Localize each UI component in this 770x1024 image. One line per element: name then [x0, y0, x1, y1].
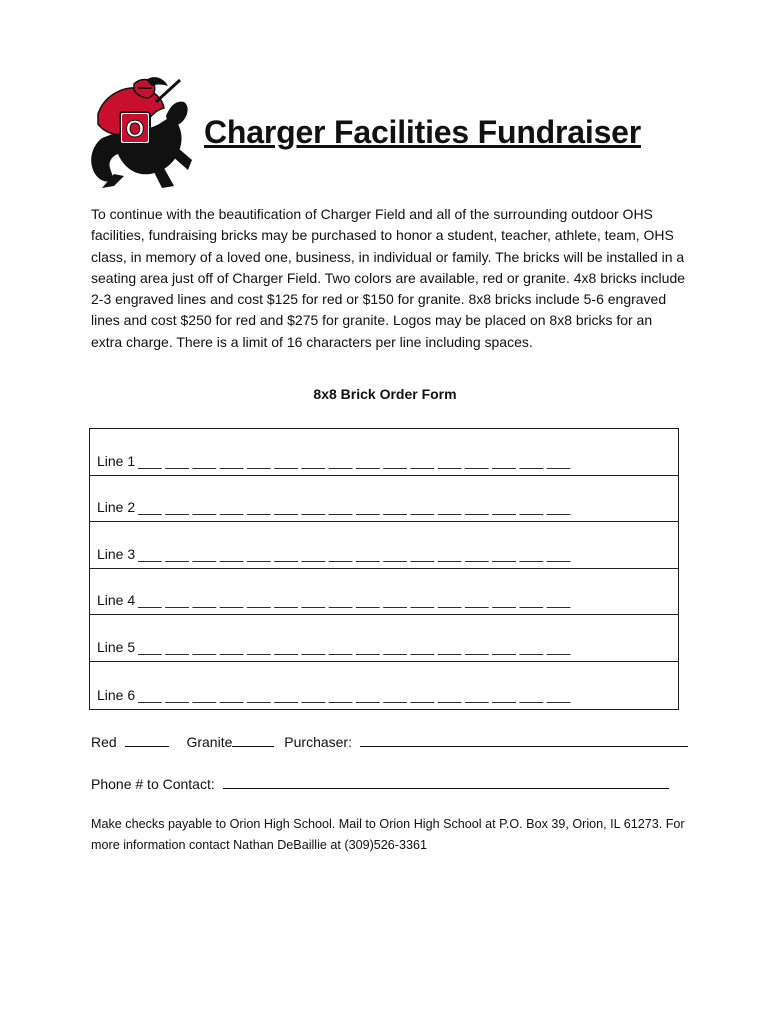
horse-head: [166, 102, 188, 126]
line-blanks[interactable]: ___ ___ ___ ___ ___ ___ ___ ___ ___ ___ ___ ___ ___ ___ ___ ___: [138, 499, 571, 516]
red-label: Red: [91, 734, 117, 750]
page-title: Charger Facilities Fundraiser: [204, 114, 642, 150]
engraving-line-3[interactable]: [90, 522, 678, 569]
phone-row: [91, 774, 669, 792]
line-label: Line 4: [97, 592, 136, 609]
shield-letter: O: [125, 116, 145, 143]
line-blanks[interactable]: ___ ___ ___ ___ ___ ___ ___ ___ ___ ___ ___ ___ ___ ___ ___ ___: [138, 592, 571, 609]
order-form-heading: 8x8 Brick Order Form: [313, 386, 457, 402]
engraving-line-4[interactable]: [90, 569, 678, 616]
intro-paragraph: To continue with the beautification of Charger Field and all of the surrounding outdoor OHS facilities, fundraising bricks may be purchased to honor a student, teacher, athlete, team, OHS class, in memory of a loved one, business, in individual or family. The bricks will be installed in a seating area just off of Charger Field. Two colors are available, red or granite. 4x8 bricks include 2-3 engraved lines and cost $125 for red or $150 for granite. 8x8 bricks include 5-6 engraved lines and cost $250 for red and $275 for granite. Logos may be placed on 8x8 bricks for an extra charge. There is a limit of 16 characters per line including spaces.: [91, 206, 686, 350]
line-blanks[interactable]: ___ ___ ___ ___ ___ ___ ___ ___ ___ ___ ___ ___ ___ ___ ___ ___: [138, 686, 571, 703]
line-label: Line 5: [97, 638, 136, 655]
granite-blank[interactable]: [232, 732, 274, 747]
color-purchaser-row: [91, 732, 688, 750]
engraving-line-2[interactable]: [90, 476, 678, 523]
mailing-instructions: Make checks payable to Orion High School. Mail to Orion High School at P.O. Box 39, Orion, IL 61273. For more information contact Nathan DeBaillie at (309)526-3361: [91, 817, 685, 852]
phone-label: Phone # to Contact:: [91, 776, 215, 792]
engraving-line-6[interactable]: [90, 662, 678, 709]
line-label: Line 1: [97, 452, 136, 469]
line-label: Line 2: [97, 499, 136, 516]
line-label: Line 6: [97, 686, 136, 703]
engraving-line-1[interactable]: [90, 429, 678, 476]
purchaser-label: Purchaser:: [284, 734, 352, 750]
granite-label: Granite: [186, 734, 233, 750]
purchaser-blank[interactable]: [360, 732, 688, 747]
line-blanks[interactable]: ___ ___ ___ ___ ___ ___ ___ ___ ___ ___ ___ ___ ___ ___ ___ ___: [138, 452, 571, 469]
line-blanks[interactable]: ___ ___ ___ ___ ___ ___ ___ ___ ___ ___ ___ ___ ___ ___ ___ ___: [138, 638, 571, 655]
red-blank[interactable]: [125, 732, 169, 747]
engraving-line-5[interactable]: [90, 615, 678, 662]
engraving-lines-table: [89, 428, 679, 710]
charger-knight-logo: [84, 76, 194, 190]
line-blanks[interactable]: ___ ___ ___ ___ ___ ___ ___ ___ ___ ___ ___ ___ ___ ___ ___ ___: [138, 545, 571, 562]
line-label: Line 3: [97, 545, 136, 562]
phone-blank[interactable]: [223, 774, 669, 789]
